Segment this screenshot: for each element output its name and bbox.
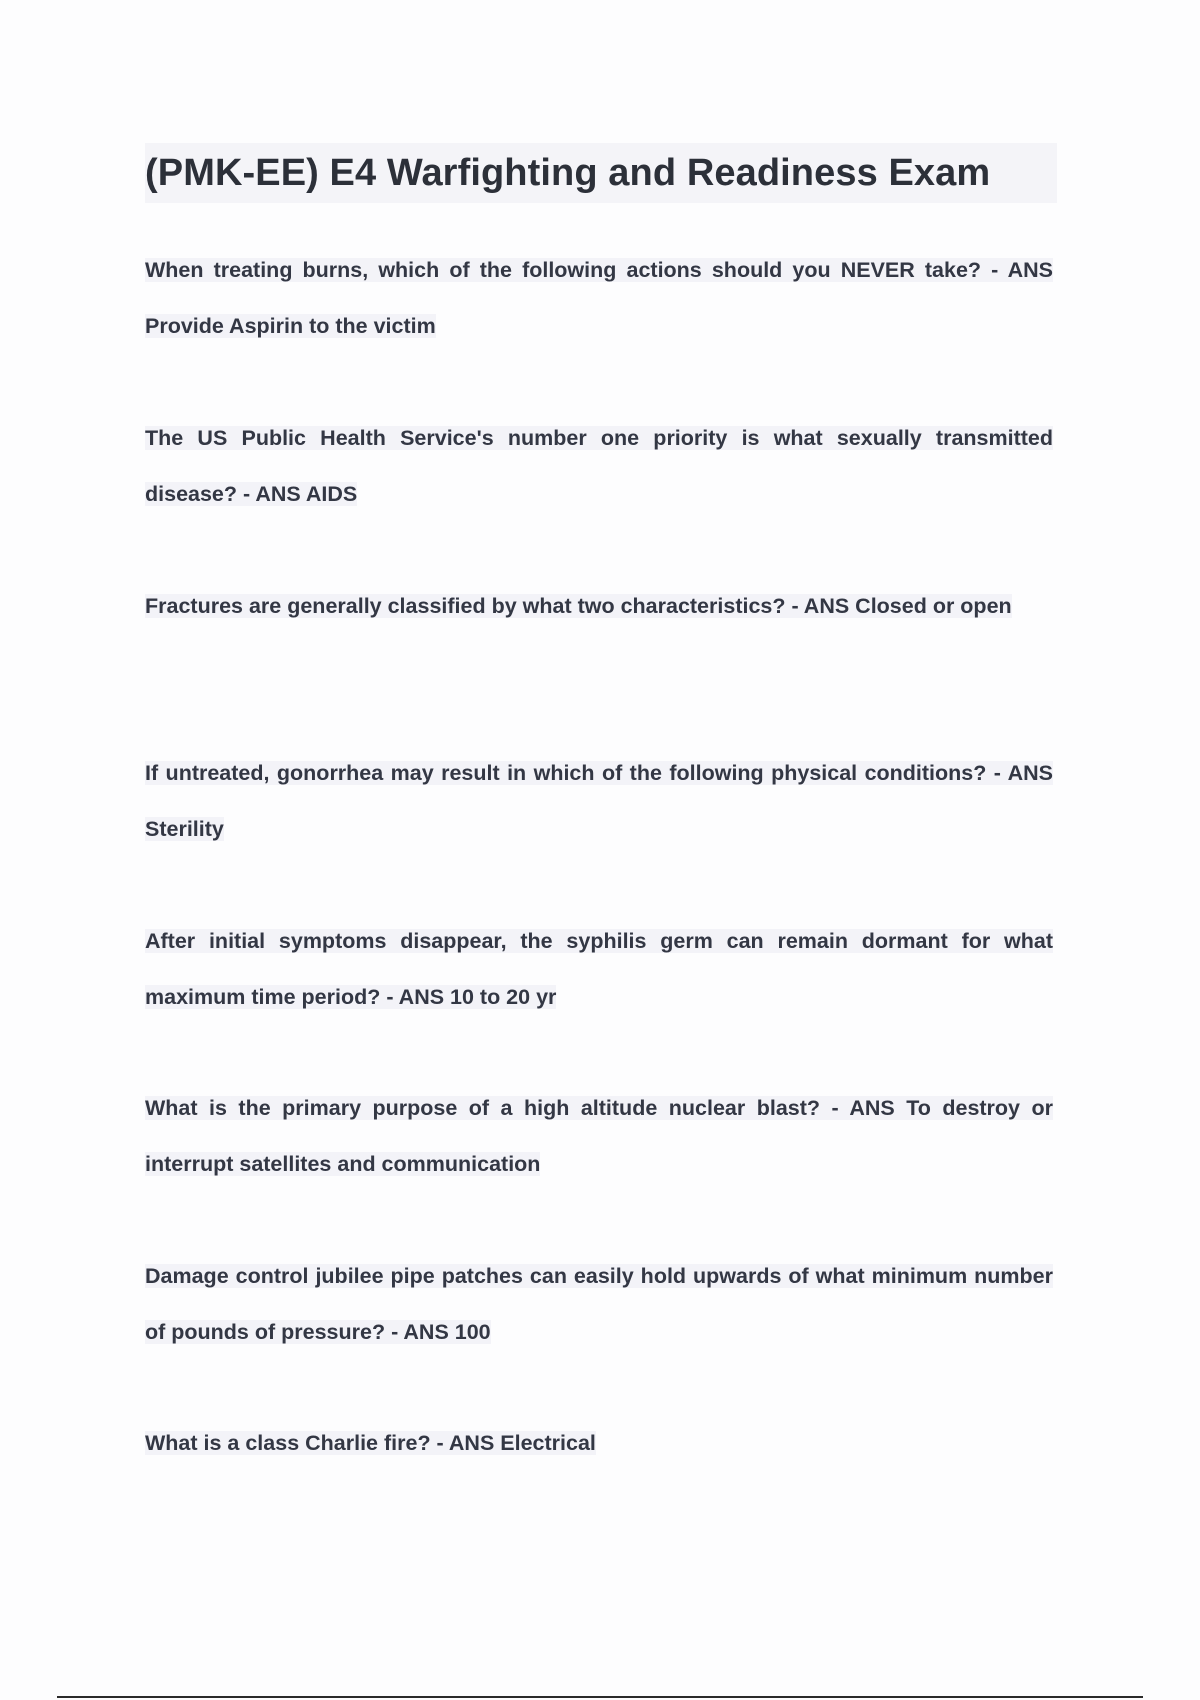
qa-item-7 [145,1248,1053,1360]
qa-item-text: The US Public Health Service's number one priority is what sexually transmitted disease? - ANS AIDS [145,426,1053,506]
qa-item-6 [145,1080,1053,1192]
qa-item-text: If untreated, gonorrhea may result in which of the following physical conditions? - ANS Sterility [145,761,1053,841]
qa-item-4 [145,745,1053,857]
qa-item-text: When treating burns, which of the following actions should you NEVER take? - ANS Provide Aspirin to the victim [145,258,1053,338]
qa-item-text: Fractures are generally classified by what two characteristics? - ANS Closed or open [145,594,1012,618]
qa-item-text: After initial symptoms disappear, the syphilis germ can remain dormant for what maximum time period? - ANS 10 to 20 yr [145,929,1053,1009]
qa-item-text: What is the primary purpose of a high altitude nuclear blast? - ANS To destroy or interrupt satellites and communication [145,1096,1053,1176]
qa-item-8 [145,1415,1053,1471]
page-title: (PMK-EE) E4 Warfighting and Readiness Exam [145,143,1057,203]
qa-item-2 [145,410,1053,522]
qa-item-text: Damage control jubilee pipe patches can easily hold upwards of what minimum number of pounds of pressure? - ANS 100 [145,1264,1053,1344]
qa-item-text: What is a class Charlie fire? - ANS Electrical [145,1431,596,1455]
qa-item-5 [145,913,1053,1025]
bottom-divider [57,1696,1143,1698]
qa-item-3 [145,578,1053,634]
qa-item-1 [145,242,1053,354]
